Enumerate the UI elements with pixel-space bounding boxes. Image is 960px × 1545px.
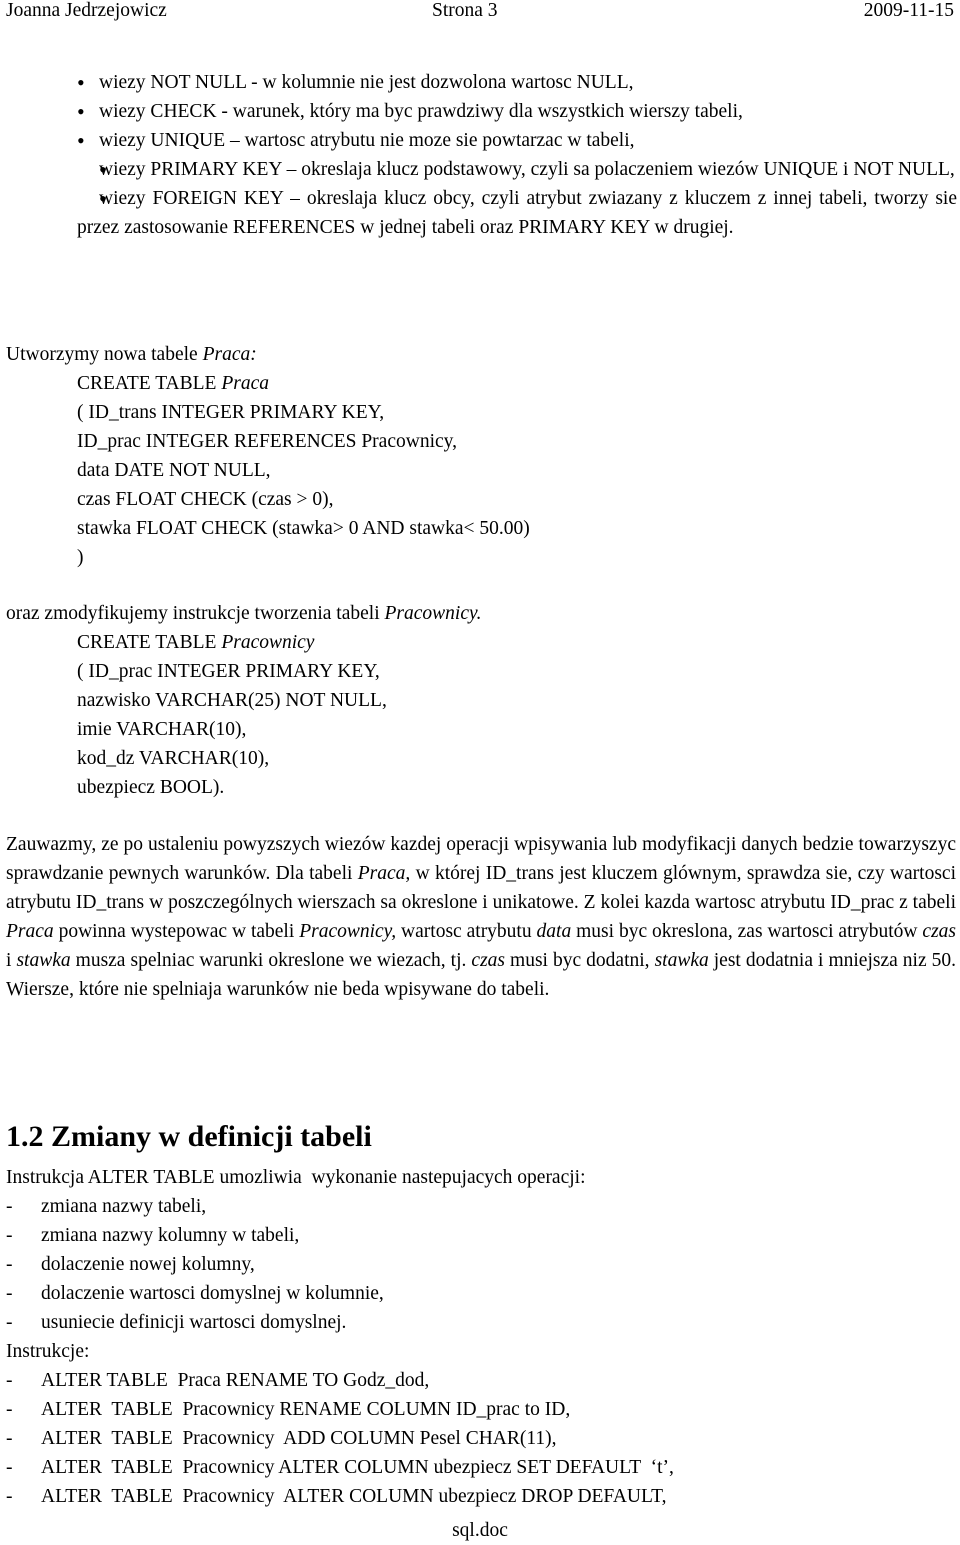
- code-line: ): [77, 547, 84, 568]
- list-item: • wiezy UNIQUE – wartosc atrybutu nie moze sie powtarzac w tabeli,: [77, 126, 957, 155]
- operations-list: [6, 1192, 956, 1337]
- code-line: stawka FLOAT CHECK (stawka> 0 AND stawka< 50.00): [77, 518, 530, 539]
- list-item: - zmiana nazwy tabeli,: [6, 1192, 956, 1221]
- page-header: [6, 0, 954, 24]
- list-item: - ALTER TABLE Praca RENAME TO Godz_dod,: [6, 1366, 956, 1395]
- list-item: - ALTER TABLE Pracownicy ALTER COLUMN ubezpiecz SET DEFAULT ‘t’,: [6, 1453, 956, 1482]
- list-item: - ALTER TABLE Pracownicy ADD COLUMN Pesel CHAR(11),: [6, 1424, 956, 1453]
- code-line: imie VARCHAR(10),: [77, 719, 247, 740]
- list-item: - dolaczenie wartosci domyslnej w kolumnie,: [6, 1279, 956, 1308]
- code-line: nazwisko VARCHAR(25) NOT NULL,: [77, 690, 387, 711]
- list-item: - ALTER TABLE Pracownicy RENAME COLUMN ID_prac to ID,: [6, 1395, 956, 1424]
- instructions-list: [6, 1366, 956, 1511]
- list-item: - zmiana nazwy kolumny w tabeli,: [6, 1221, 956, 1250]
- code-line: ubezpiecz BOOL).: [77, 777, 225, 798]
- praca-intro: Utworzymy nowa tabele Praca:: [6, 344, 257, 365]
- alter-intro: Instrukcja ALTER TABLE umozliwia wykonanie nastepujacych operacji:: [6, 1167, 586, 1188]
- header-page-number: Strona 3: [432, 0, 498, 21]
- list-item: • wiezy CHECK - warunek, który ma byc prawdziwy dla wszystkich wierszy tabeli,: [77, 97, 957, 126]
- praca-create: CREATE TABLE Praca: [77, 373, 269, 394]
- page-footer: sql.doc: [452, 1520, 508, 1541]
- code-line: ( ID_trans INTEGER PRIMARY KEY,: [77, 402, 385, 423]
- list-item: - usuniecie definicji wartosci domyslnej.: [6, 1308, 956, 1337]
- pracownicy-definition: [6, 599, 956, 802]
- code-line: ( ID_prac INTEGER PRIMARY KEY,: [77, 661, 380, 682]
- list-item: - ALTER TABLE Pracownicy ALTER COLUMN ubezpiecz DROP DEFAULT,: [6, 1482, 956, 1511]
- code-line: czas FLOAT CHECK (czas > 0),: [77, 489, 334, 510]
- pracownicy-intro: oraz zmodyfikujemy instrukcje tworzenia tabeli Pracownicy.: [6, 603, 482, 624]
- code-line: ID_prac INTEGER REFERENCES Pracownicy,: [77, 431, 458, 452]
- list-item: - dolaczenie nowej kolumny,: [6, 1250, 956, 1279]
- explanation-paragraph: Zauwazmy, ze po ustaleniu powyzszych wiezów kazdej operacji wpisywania lub modyfikacji danych bedzie towarzyszyc sprawdzanie pewnych warunków. Dla tabeli Praca, w której ID_trans jest kluczem glównym, sprawdza sie, czy wartosci atrybutu ID_trans w poszczególnych wierszach sa okreslone i unikatowe. Z kolei kazda wartosc atrybutu ID_prac z tabeli Praca powinna wystepowac w tabeli Pracownicy, wartosc atrybutu data musi byc okreslona, zas wartosci atrybutów czas i stawka musza spelniac warunki okreslone we wiezach, tj. czas musi byc dodatni, stawka jest dodatnia i mniejsza niz 50. Wiersze, które nie spelniaja warunków nie beda wpisywane do tabeli.: [6, 834, 957, 1000]
- code-line: data DATE NOT NULL,: [77, 460, 271, 481]
- instructions-label: Instrukcje:: [6, 1341, 90, 1362]
- section-heading: 1.2 Zmiany w definicji tabeli: [6, 1120, 372, 1153]
- list-item: • wiezy PRIMARY KEY – okreslaja klucz podstawowy, czyli sa polaczeniem wiezów UNIQUE i NOT NULL,: [77, 155, 957, 184]
- praca-definition: [6, 340, 956, 572]
- pracownicy-create: CREATE TABLE Pracownicy: [77, 632, 315, 653]
- header-author: Joanna Jedrzejowicz: [6, 0, 167, 21]
- alter-section: [6, 1163, 956, 1511]
- list-item: • wiezy FOREIGN KEY – okreslaja klucz obcy, czyli atrybut zwiazany z kluczem z innej tabeli, tworzy sie przez zastosowanie REFERENCES w jednej tabeli oraz PRIMARY KEY w drugiej.: [77, 184, 957, 242]
- list-item: • wiezy NOT NULL - w kolumnie nie jest dozwolona wartosc NULL,: [77, 68, 957, 97]
- code-line: kod_dz VARCHAR(10),: [77, 748, 270, 769]
- constraints-list: [77, 68, 957, 242]
- header-date: 2009-11-15: [863, 0, 954, 21]
